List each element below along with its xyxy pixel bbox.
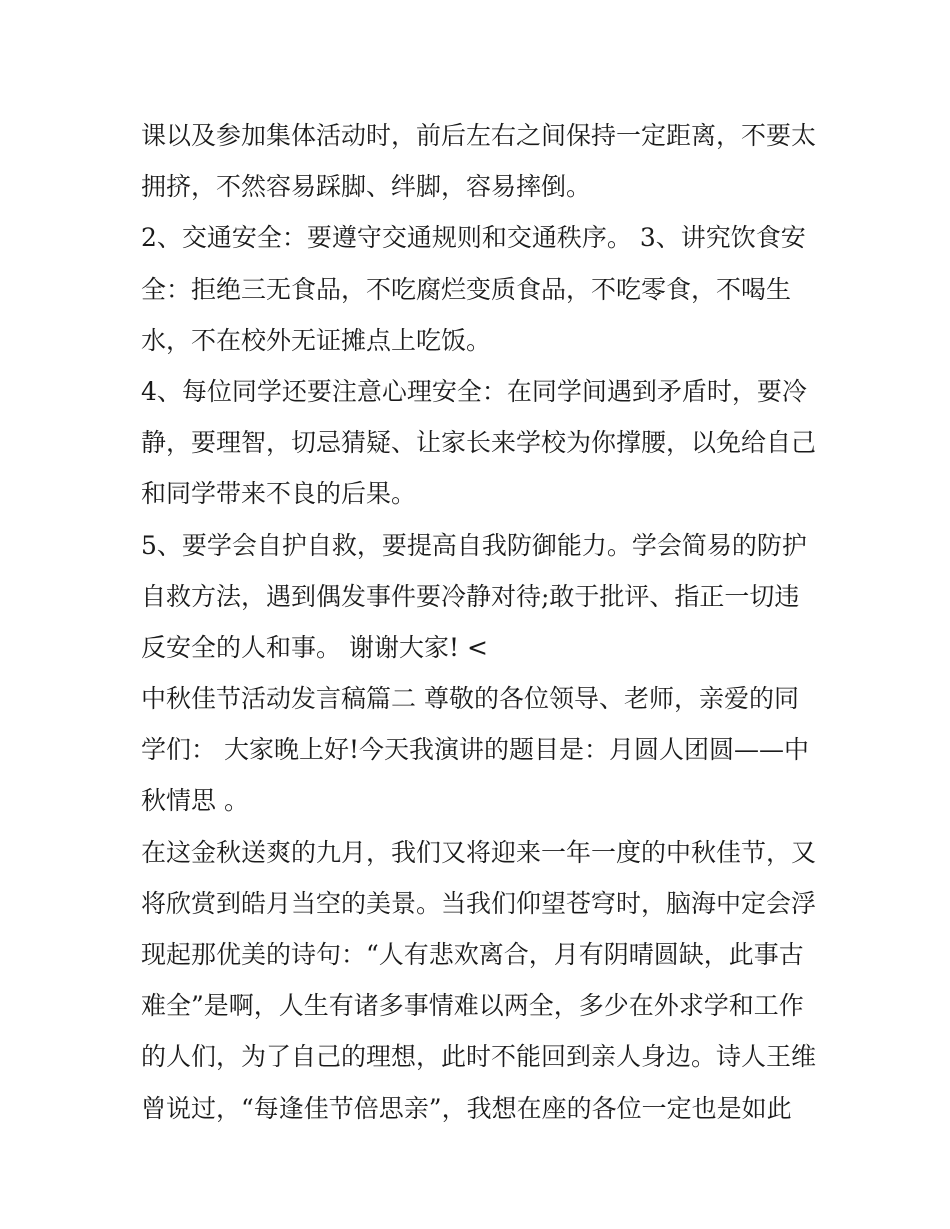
text-line: 曾说过，“每逢佳节倍思亲”，我想在座的各位一定也是如此 bbox=[141, 1093, 792, 1123]
text-line: 自救方法，遇到偶发事件要冷静对待;敢于批评、指正一切违 bbox=[141, 581, 800, 611]
text-line: 中秋佳节活动发言稿篇二 尊敬的各位领导、老师，亲爱的同 bbox=[141, 684, 799, 714]
text-line: 5、要学会自护自救，要提高自我防御能力。学会简易的防护 bbox=[141, 530, 807, 560]
text-line: 2、交通安全：要遵守交通规则和交通秩序。 3、讲究饮食安 bbox=[141, 223, 806, 253]
text-line: 将欣赏到皓月当空的美景。当我们仰望苍穹时，脑海中定会浮 bbox=[141, 888, 817, 918]
text-line: 的人们，为了自己的理想，此时不能回到亲人身边。诗人王维 bbox=[141, 1042, 817, 1072]
text-line: 水，不在校外无证摊点上吃饭。 bbox=[141, 325, 492, 355]
document-body bbox=[141, 110, 821, 1134]
text-line: 反安全的人和事。 谢谢大家! < bbox=[141, 632, 488, 662]
text-line: 拥挤，不然容易踩脚、绊脚，容易摔倒。 bbox=[141, 172, 592, 202]
text-line: 难全”是啊，人生有诸多事情难以两全，多少在外求学和工作 bbox=[141, 991, 804, 1021]
text-line: 在这金秋送爽的九月，我们又将迎来一年一度的中秋佳节，又 bbox=[141, 837, 817, 867]
text-line: 现起那优美的诗句：“人有悲欢离合，月有阴晴圆缺，此事古 bbox=[141, 940, 804, 969]
text-line: 课以及参加集体活动时，前后左右之间保持一定距离，不要太 bbox=[141, 121, 817, 150]
text-line: 4、每位同学还要注意心理安全：在同学间遇到矛盾时，要冷 bbox=[141, 376, 807, 406]
text-line: 和同学带来不良的后果。 bbox=[141, 479, 417, 509]
text-line: 秋情思 。 bbox=[141, 786, 249, 816]
text-line: 全：拒绝三无食品，不吃腐烂变质食品，不吃零食，不喝生 bbox=[141, 274, 792, 304]
text-line: 静，要理智，切忌猜疑、让家长来学校为你撑腰，以免给自己 bbox=[141, 428, 817, 458]
text-line: 学们： 大家晚上好!今天我演讲的题目是：月圆人团圆——中 bbox=[141, 735, 809, 765]
